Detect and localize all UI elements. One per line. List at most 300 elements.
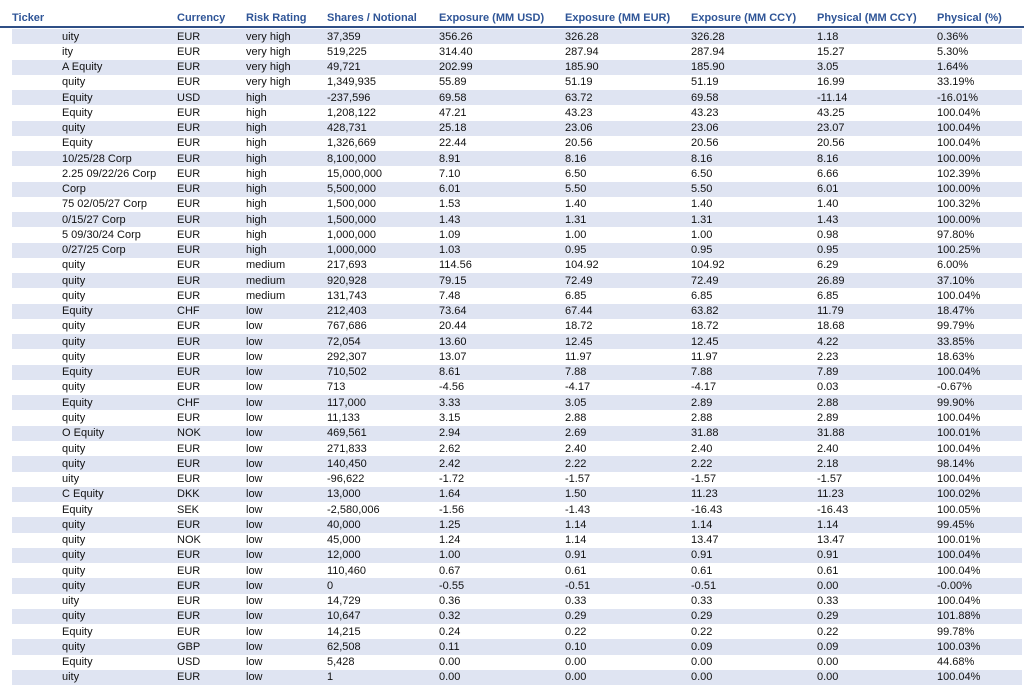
cell-exposure-ccy: 2.88	[691, 412, 713, 424]
cell-shares: -237,596	[327, 91, 371, 104]
table-row[interactable]	[12, 609, 1022, 624]
cell-exposure-usd: 202.99	[439, 61, 473, 74]
cell-ticker: uity	[62, 595, 80, 608]
cell-exposure-usd: 7.48	[439, 289, 461, 302]
cell-currency: EUR	[177, 350, 201, 363]
cell-shares: -96,622	[327, 473, 365, 486]
cell-risk-rating: low	[246, 335, 263, 348]
cell-exposure-ccy: 2.89	[691, 396, 713, 409]
cell-exposure-eur: 0.33	[565, 595, 587, 608]
cell-risk-rating: low	[246, 595, 263, 608]
cell-physical-pct: -16.01%	[937, 91, 978, 104]
cell-exposure-usd: 2.62	[439, 442, 461, 455]
cell-shares: 140,450	[327, 457, 367, 470]
cell-exposure-ccy: 0.61	[691, 564, 713, 577]
cell-exposure-usd: 0.00	[439, 656, 461, 669]
cell-ticker: quity	[62, 259, 86, 272]
cell-exposure-usd: 1.09	[439, 228, 461, 241]
cell-exposure-ccy: 326.28	[691, 30, 725, 43]
table-row[interactable]	[12, 411, 1022, 426]
cell-physical-pct: 37.10%	[937, 274, 975, 287]
table-row[interactable]	[12, 288, 1022, 303]
cell-physical-ccy: 0.95	[817, 244, 839, 257]
cell-risk-rating: high	[246, 137, 267, 150]
cell-currency: USD	[177, 656, 201, 669]
table-row[interactable]	[12, 441, 1022, 456]
cell-ticker: quity	[62, 289, 86, 302]
cell-physical-pct: 18.63%	[937, 350, 975, 363]
cell-exposure-usd: 7.10	[439, 167, 461, 180]
cell-exposure-ccy: 0.22	[691, 625, 713, 638]
cell-exposure-usd: 13.07	[439, 350, 467, 363]
cell-exposure-ccy: 1.00	[691, 228, 713, 241]
cell-currency: EUR	[177, 610, 201, 623]
cell-currency: EUR	[177, 579, 201, 592]
table-row[interactable]	[12, 563, 1022, 578]
cell-exposure-usd: 79.15	[439, 274, 467, 287]
cell-exposure-usd: 0.00	[439, 671, 461, 684]
cell-exposure-usd: -4.56	[439, 381, 465, 394]
cell-exposure-usd: 8.91	[439, 152, 461, 165]
cell-exposure-ccy: 12.45	[691, 335, 719, 348]
cell-currency: CHF	[177, 305, 200, 318]
cell-ticker: Corp	[62, 183, 86, 196]
cell-physical-ccy: 1.40	[817, 198, 839, 211]
cell-currency: EUR	[177, 198, 201, 211]
cell-currency: EUR	[177, 549, 201, 562]
cell-exposure-ccy: 6.50	[691, 167, 713, 180]
cell-shares: 1,349,935	[327, 76, 376, 89]
cell-exposure-eur: 23.06	[565, 122, 593, 135]
cell-ticker: quity	[62, 457, 86, 470]
cell-physical-pct: 6.00%	[937, 259, 969, 272]
cell-physical-pct: 100.32%	[937, 198, 981, 211]
cell-ticker: quity	[62, 76, 86, 89]
cell-physical-pct: 99.78%	[937, 625, 975, 638]
cell-exposure-eur: 11.97	[565, 350, 592, 363]
cell-exposure-ccy: 287.94	[691, 45, 725, 58]
cell-physical-pct: 100.02%	[937, 488, 981, 501]
cell-exposure-eur: 2.88	[565, 412, 587, 424]
cell-physical-ccy: 0.91	[817, 549, 839, 562]
cell-exposure-ccy: 20.56	[691, 137, 719, 150]
header-exposure-usd[interactable]: Exposure (MM USD)	[439, 12, 545, 24]
cell-risk-rating: very high	[246, 61, 291, 74]
cell-shares: 110,460	[327, 564, 366, 577]
table-row[interactable]	[12, 121, 1022, 136]
cell-physical-ccy: 2.89	[817, 412, 839, 424]
cell-shares: 14,215	[327, 625, 361, 638]
cell-shares: 713	[327, 381, 346, 394]
cell-exposure-eur: 5.50	[565, 183, 587, 196]
cell-exposure-usd: 20.44	[439, 320, 467, 333]
cell-shares: 117,000	[327, 396, 366, 409]
cell-physical-ccy: 6.29	[817, 259, 839, 272]
cell-exposure-eur: 0.10	[565, 640, 587, 653]
cell-physical-pct: -0.67%	[937, 381, 972, 394]
header-physical-pct[interactable]: Physical (%)	[937, 12, 1002, 24]
cell-exposure-usd: 6.01	[439, 183, 461, 196]
cell-exposure-usd: 3.15	[439, 412, 461, 424]
cell-currency: GBP	[177, 640, 201, 653]
table-row[interactable]	[12, 75, 1022, 90]
table-row[interactable]	[12, 105, 1022, 120]
cell-exposure-eur: 326.28	[565, 30, 599, 43]
cell-physical-pct: 100.00%	[937, 183, 981, 196]
cell-physical-pct: 0.36%	[937, 30, 969, 43]
cell-ticker: quity	[62, 335, 86, 348]
cell-exposure-eur: 1.00	[565, 228, 587, 241]
table-row[interactable]	[12, 624, 1022, 639]
cell-risk-rating: low	[246, 610, 263, 623]
table-row[interactable]	[12, 60, 1022, 75]
cell-ticker: uity	[62, 30, 80, 43]
cell-ticker: 5 09/30/24 Corp	[62, 228, 141, 241]
table-row[interactable]	[12, 670, 1022, 685]
cell-physical-pct: 102.39%	[937, 167, 981, 180]
cell-ticker: 10/25/28 Corp	[62, 152, 132, 165]
cell-exposure-ccy: 1.40	[691, 198, 713, 211]
cell-exposure-ccy: 69.58	[691, 91, 719, 104]
table-row[interactable]	[12, 273, 1022, 288]
cell-shares: 10,647	[327, 610, 361, 623]
cell-physical-ccy: 18.68	[817, 320, 845, 333]
table-row[interactable]	[12, 502, 1022, 517]
table-row[interactable]	[12, 243, 1022, 258]
cell-risk-rating: low	[246, 564, 263, 577]
cell-currency: CHF	[177, 396, 200, 409]
cell-physical-ccy: 7.89	[817, 366, 839, 379]
cell-physical-pct: 33.85%	[937, 335, 975, 348]
cell-exposure-eur: -1.57	[565, 473, 591, 486]
cell-physical-ccy: 11.23	[817, 488, 844, 501]
cell-risk-rating: high	[246, 213, 267, 226]
cell-ticker: quity	[62, 579, 86, 592]
cell-physical-ccy: 6.01	[817, 183, 839, 196]
cell-exposure-eur: 20.56	[565, 137, 593, 150]
cell-exposure-usd: -1.56	[439, 503, 465, 516]
cell-risk-rating: high	[246, 106, 267, 119]
table-row[interactable]	[12, 258, 1022, 273]
cell-physical-ccy: 23.07	[817, 122, 845, 135]
cell-shares: 1,208,122	[327, 106, 376, 119]
cell-exposure-usd: 1.25	[439, 518, 461, 531]
cell-exposure-usd: 0.11	[439, 640, 460, 653]
cell-currency: EUR	[177, 366, 201, 379]
cell-ticker: quity	[62, 564, 86, 577]
cell-risk-rating: low	[246, 350, 263, 363]
cell-shares: 11,133	[327, 412, 360, 424]
cell-exposure-usd: 0.32	[439, 610, 461, 623]
header-currency[interactable]: Currency	[177, 12, 226, 24]
cell-physical-pct: 5.30%	[937, 45, 969, 58]
cell-physical-ccy: 2.40	[817, 442, 839, 455]
cell-exposure-ccy: 2.22	[691, 457, 713, 470]
cell-physical-pct: 99.45%	[937, 518, 975, 531]
cell-physical-ccy: 3.05	[817, 61, 839, 74]
cell-ticker: Equity	[62, 91, 93, 104]
cell-shares: 1,000,000	[327, 244, 376, 257]
cell-ticker: Equity	[62, 305, 93, 318]
cell-exposure-ccy: 11.97	[691, 350, 718, 363]
cell-physical-pct: 100.04%	[937, 549, 981, 562]
cell-shares: 519,225	[327, 45, 367, 58]
cell-exposure-usd: 55.89	[439, 76, 467, 89]
cell-shares: 428,731	[327, 122, 367, 135]
table-row[interactable]	[12, 639, 1022, 654]
cell-exposure-eur: 18.72	[565, 320, 593, 333]
cell-exposure-ccy: -0.51	[691, 579, 717, 592]
cell-exposure-ccy: 11.23	[691, 488, 718, 501]
cell-exposure-usd: 0.36	[439, 595, 461, 608]
cell-physical-pct: 100.04%	[937, 289, 981, 302]
cell-shares: 1,000,000	[327, 228, 376, 241]
table-row[interactable]	[12, 380, 1022, 395]
header-shares-notional[interactable]: Shares / Notional	[327, 12, 417, 24]
cell-currency: EUR	[177, 152, 201, 165]
cell-exposure-usd: -1.72	[439, 473, 465, 486]
cell-exposure-usd: 0.67	[439, 564, 461, 577]
cell-physical-ccy: 20.56	[817, 137, 845, 150]
cell-ticker: 2.25 09/22/26 Corp	[62, 167, 157, 180]
table-row[interactable]	[12, 548, 1022, 563]
cell-exposure-ccy: -1.57	[691, 473, 717, 486]
cell-ticker: quity	[62, 549, 86, 562]
table-row[interactable]	[12, 655, 1022, 670]
cell-currency: EUR	[177, 61, 201, 74]
cell-physical-ccy: 13.47	[817, 534, 845, 547]
header-exposure-eur[interactable]: Exposure (MM EUR)	[565, 12, 671, 24]
header-physical-ccy[interactable]: Physical (MM CCY)	[817, 12, 917, 24]
cell-physical-ccy: 6.66	[817, 167, 839, 180]
cell-currency: EUR	[177, 183, 201, 196]
cell-shares: 1,326,669	[327, 137, 376, 150]
cell-ticker: Equity	[62, 656, 93, 669]
cell-risk-rating: high	[246, 228, 267, 241]
cell-exposure-usd: 2.94	[439, 427, 461, 440]
cell-exposure-ccy: 6.85	[691, 289, 713, 302]
cell-ticker: quity	[62, 122, 86, 135]
cell-exposure-usd: 1.53	[439, 198, 461, 211]
cell-shares: 45,000	[327, 534, 361, 547]
cell-exposure-eur: 0.95	[565, 244, 587, 257]
cell-ticker: quity	[62, 274, 86, 287]
cell-physical-pct: 100.04%	[937, 595, 981, 608]
table-row[interactable]	[12, 487, 1022, 502]
cell-exposure-usd: 2.42	[439, 457, 461, 470]
table-row[interactable]	[12, 151, 1022, 166]
cell-shares: 469,561	[327, 427, 367, 440]
cell-physical-ccy: 0.22	[817, 625, 839, 638]
cell-ticker: Equity	[62, 137, 93, 150]
table-row[interactable]	[12, 29, 1022, 44]
cell-exposure-eur: 1.50	[565, 488, 587, 501]
cell-exposure-usd: 0.24	[439, 625, 461, 638]
cell-exposure-eur: 7.88	[565, 366, 587, 379]
cell-exposure-usd: 356.26	[439, 30, 473, 43]
cell-physical-ccy: 2.88	[817, 396, 839, 409]
cell-currency: EUR	[177, 274, 201, 287]
cell-exposure-eur: 63.72	[565, 91, 593, 104]
cell-exposure-usd: 314.40	[439, 45, 473, 58]
cell-ticker: Equity	[62, 366, 93, 379]
table-row[interactable]	[12, 90, 1022, 105]
cell-shares: 0	[327, 579, 334, 592]
cell-exposure-eur: 3.05	[565, 396, 587, 409]
cell-physical-pct: 97.80%	[937, 228, 975, 241]
cell-ticker: uity	[62, 671, 80, 684]
cell-exposure-ccy: 0.29	[691, 610, 713, 623]
cell-shares: 5,428	[327, 656, 355, 669]
cell-ticker: 75 02/05/27 Corp	[62, 198, 148, 211]
cell-physical-pct: 100.04%	[937, 366, 981, 379]
cell-shares: 8,100,000	[327, 152, 376, 165]
cell-risk-rating: medium	[246, 259, 286, 272]
cell-physical-ccy: 43.25	[817, 106, 845, 119]
cell-exposure-ccy: 185.90	[691, 61, 725, 74]
cell-currency: EUR	[177, 595, 201, 608]
cell-physical-ccy: 2.23	[817, 350, 839, 363]
cell-exposure-eur: 2.69	[565, 427, 587, 440]
cell-ticker: 0/27/25 Corp	[62, 244, 126, 257]
cell-physical-pct: 100.25%	[937, 244, 981, 257]
cell-ticker: quity	[62, 442, 86, 455]
cell-shares: 292,307	[327, 350, 367, 363]
cell-physical-ccy: 2.18	[817, 457, 839, 470]
cell-exposure-eur: 0.00	[565, 671, 587, 684]
header-exposure-ccy[interactable]: Exposure (MM CCY)	[691, 12, 797, 24]
cell-risk-rating: medium	[246, 274, 286, 287]
cell-exposure-eur: 104.92	[565, 259, 599, 272]
cell-exposure-ccy: 43.23	[691, 106, 719, 119]
cell-exposure-eur: 1.31	[565, 213, 587, 226]
cell-exposure-ccy: 5.50	[691, 183, 713, 196]
table-row[interactable]	[12, 349, 1022, 364]
table-row[interactable]	[12, 197, 1022, 212]
cell-shares: 271,833	[327, 442, 367, 455]
cell-exposure-usd: 3.33	[439, 396, 461, 409]
table-row[interactable]	[12, 182, 1022, 197]
cell-currency: EUR	[177, 244, 201, 257]
cell-currency: EUR	[177, 320, 201, 333]
table-row[interactable]	[12, 304, 1022, 319]
cell-exposure-ccy: 8.16	[691, 152, 713, 165]
cell-ticker: quity	[62, 350, 86, 363]
cell-ticker: quity	[62, 640, 86, 653]
cell-risk-rating: high	[246, 183, 267, 196]
cell-physical-ccy: 15.27	[817, 45, 845, 58]
table-row[interactable]	[12, 166, 1022, 181]
cell-exposure-eur: -1.43	[565, 503, 591, 516]
cell-shares: 1	[327, 671, 334, 684]
cell-exposure-usd: 69.58	[439, 91, 467, 104]
cell-exposure-ccy: -4.17	[691, 381, 717, 394]
cell-ticker: O Equity	[62, 427, 105, 440]
cell-ticker: C Equity	[62, 488, 104, 501]
cell-risk-rating: low	[246, 671, 263, 684]
cell-currency: EUR	[177, 518, 201, 531]
cell-shares: 1,500,000	[327, 213, 376, 226]
cell-exposure-eur: 0.22	[565, 625, 587, 638]
cell-exposure-ccy: 1.31	[691, 213, 713, 226]
cell-exposure-ccy: 2.40	[691, 442, 713, 455]
table-row[interactable]	[12, 472, 1022, 487]
cell-physical-pct: 100.05%	[937, 503, 981, 516]
cell-exposure-ccy: 0.09	[691, 640, 713, 653]
cell-ticker: quity	[62, 381, 86, 394]
cell-exposure-usd: 13.60	[439, 335, 467, 348]
cell-physical-ccy: 1.14	[817, 518, 839, 531]
table-row[interactable]	[12, 517, 1022, 532]
cell-physical-ccy: -11.14	[817, 91, 848, 104]
table-row[interactable]	[12, 594, 1022, 609]
cell-exposure-usd: -0.55	[439, 579, 465, 592]
cell-exposure-eur: 1.14	[565, 518, 587, 531]
cell-shares: -2,580,006	[327, 503, 380, 516]
table-row[interactable]	[12, 319, 1022, 334]
cell-currency: EUR	[177, 381, 201, 394]
cell-ticker: uity	[62, 473, 80, 486]
table-row[interactable]	[12, 456, 1022, 471]
cell-risk-rating: very high	[246, 30, 291, 43]
cell-physical-ccy: 31.88	[817, 427, 845, 440]
cell-exposure-eur: 0.00	[565, 656, 587, 669]
cell-exposure-usd: 73.64	[439, 305, 467, 318]
table-row[interactable]	[12, 365, 1022, 380]
cell-shares: 217,693	[327, 259, 367, 272]
table-row[interactable]	[12, 212, 1022, 227]
cell-ticker: quity	[62, 412, 86, 424]
cell-shares: 15,000,000	[327, 167, 383, 180]
table-row[interactable]	[12, 44, 1022, 59]
cell-currency: EUR	[177, 45, 201, 58]
cell-currency: EUR	[177, 564, 201, 577]
cell-exposure-usd: 1.24	[439, 534, 461, 547]
table-row[interactable]	[12, 227, 1022, 242]
table-row[interactable]	[12, 533, 1022, 548]
cell-physical-ccy: 4.22	[817, 335, 839, 348]
cell-physical-pct: 100.04%	[937, 106, 981, 119]
cell-risk-rating: low	[246, 427, 263, 440]
cell-physical-ccy: 0.61	[817, 564, 839, 577]
cell-physical-pct: 100.04%	[937, 412, 981, 424]
cell-exposure-eur: 6.85	[565, 289, 587, 302]
cell-risk-rating: very high	[246, 45, 291, 58]
cell-shares: 62,508	[327, 640, 361, 653]
cell-currency: EUR	[177, 167, 201, 180]
table-row[interactable]	[12, 334, 1022, 349]
header-risk-rating[interactable]: Risk Rating	[246, 12, 307, 24]
cell-exposure-usd: 25.18	[439, 122, 467, 135]
cell-exposure-eur: 0.91	[565, 549, 587, 562]
table-row[interactable]	[12, 578, 1022, 593]
cell-exposure-ccy: 18.72	[691, 320, 719, 333]
cell-physical-ccy: 16.99	[817, 76, 845, 89]
cell-exposure-usd: 1.64	[439, 488, 461, 501]
table-row[interactable]	[12, 395, 1022, 410]
cell-exposure-ccy: 31.88	[691, 427, 719, 440]
table-row[interactable]	[12, 136, 1022, 151]
table-row[interactable]	[12, 426, 1022, 441]
cell-exposure-usd: 8.61	[439, 366, 461, 379]
cell-currency: EUR	[177, 335, 201, 348]
cell-physical-ccy: -16.43	[817, 503, 849, 516]
cell-currency: EUR	[177, 473, 201, 486]
header-ticker[interactable]: Ticker	[12, 12, 45, 24]
cell-exposure-ccy: 51.19	[691, 76, 719, 89]
cell-risk-rating: high	[246, 167, 267, 180]
cell-exposure-eur: 6.50	[565, 167, 587, 180]
